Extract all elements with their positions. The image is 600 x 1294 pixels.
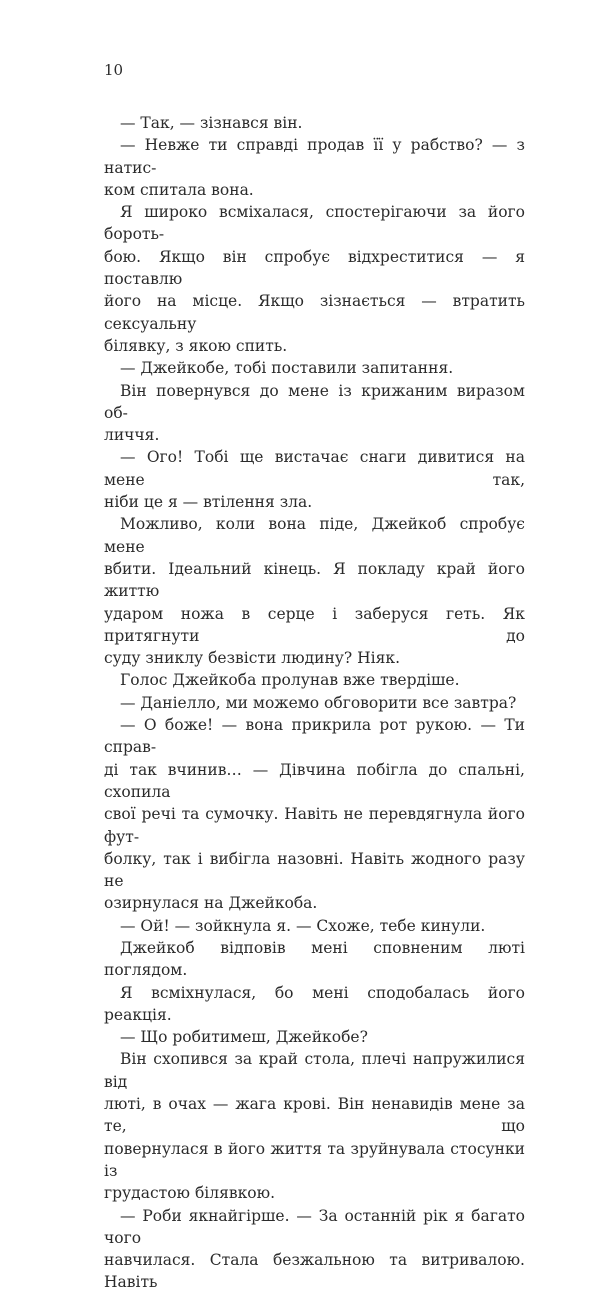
text-line: Він повернувся до мене із крижаним виразом об-: [104, 381, 525, 422]
text-line: Я широко всміхалася, спостерігаючи за його бороть-: [104, 203, 525, 244]
paragraph: [104, 982, 525, 1027]
text-line: Голос Джейкоба пролунав вже твердіше.: [120, 671, 460, 690]
text-line: — Роби якнайгірше. — За останній рік я багато чого: [104, 1206, 525, 1247]
paragraph: [104, 937, 525, 982]
text-line: ударом ножа в серце і заберуся геть. Як притягнути до: [104, 604, 525, 645]
paragraph: [104, 1205, 525, 1294]
text-line: вбити. Ідеальний кінець. Я покладу край його життю: [104, 559, 525, 601]
paragraph: [104, 1026, 525, 1048]
text-line: люті, в очах — жага крові. Він ненавидів мене за те, що: [104, 1095, 525, 1136]
text-line: суду зниклу безвісти людину? Ніяк.: [104, 649, 401, 668]
text-line: Він схопився за край стола, плечі напружилися від: [104, 1050, 525, 1091]
text-line: ді так вчинив… — Дівчина побігла до спальні, схопила: [104, 760, 525, 801]
paragraph: [104, 134, 525, 201]
paragraph: [104, 1048, 525, 1204]
paragraph: [104, 446, 525, 513]
text-line: грудастою білявкою.: [104, 1184, 276, 1203]
text-line: личчя.: [104, 426, 160, 445]
text-line: — Ого! Тобі ще вистачає снаги дивитися на мене так,: [104, 448, 525, 489]
text-line: ніби це я — втілення зла.: [104, 493, 313, 512]
text-line: Можливо, коли вона піде, Джейкоб спробує мене: [104, 515, 525, 556]
text-line: — Так, — зізнався він.: [120, 114, 303, 132]
text-line: — Невже ти справді продав її у рабство? — з натис-: [104, 136, 525, 177]
text-line: навчилася. Стала безжальною та витривалою. Навіть: [104, 1251, 525, 1292]
paragraph: [104, 669, 525, 691]
text-line: — Джейкобе, тобі поставили запитання.: [120, 359, 454, 378]
page-number: 10: [104, 61, 124, 79]
text-line: Я всміхнулася, бо мені сподобалась його реакція.: [104, 983, 525, 1024]
text-line: бою. Якщо він спробує відхреститися — я поставлю: [104, 247, 525, 289]
paragraph: [104, 714, 525, 915]
text-line: Джейкоб відповів мені сповненим люті поглядом.: [104, 938, 525, 980]
paragraph: [104, 201, 525, 357]
paragraph: [104, 915, 525, 937]
text-line: білявку, з якою спить.: [104, 336, 288, 355]
text-block: [104, 112, 525, 1294]
text-line: ком спитала вона.: [104, 180, 254, 199]
text-line: його на місце. Якщо зізнається — втратить сексуальну: [104, 292, 525, 333]
text-line: — Даніелло, ми можемо обговорити все завтра?: [120, 693, 517, 712]
paragraph: [104, 357, 525, 379]
paragraph: [104, 380, 525, 447]
text-line: — О боже! — вона прикрила рот рукою. — Ти справ-: [104, 716, 525, 757]
text-line: озирнулася на Джейкоба.: [104, 894, 318, 913]
text-line: повернулася в його життя та зруйнувала стосунки із: [104, 1139, 525, 1180]
text-line: болку, так і вибігла назовні. Навіть жодного разу не: [104, 849, 525, 891]
paragraph: [104, 513, 525, 669]
paragraph: [104, 692, 525, 714]
text-line: свої речі та сумочку. Навіть не перевдягнула його фут-: [104, 805, 525, 846]
text-line: — Ой! — зойкнула я. — Схоже, тебе кинули.: [120, 916, 486, 935]
paragraph: [104, 112, 525, 134]
text-line: — Що робитимеш, Джейкобе?: [120, 1028, 368, 1047]
